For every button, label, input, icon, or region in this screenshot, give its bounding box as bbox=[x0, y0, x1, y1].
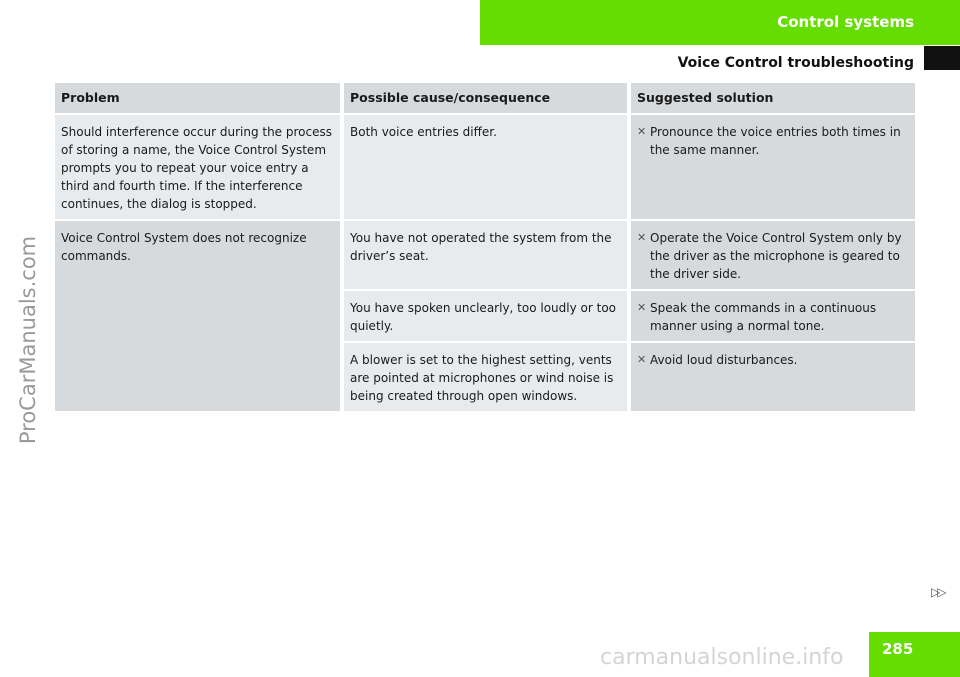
page-number: 285 bbox=[882, 640, 914, 658]
header-cause: Possible cause/consequence bbox=[342, 83, 629, 114]
solution-text: Speak the commands in a continuous manner using a normal tone. bbox=[650, 301, 877, 333]
solution-cell bbox=[629, 342, 915, 412]
thumb-tab-marker bbox=[924, 46, 960, 70]
solution-text: Pronounce the voice entries both times in the same manner. bbox=[650, 125, 901, 157]
page-number-box bbox=[869, 632, 960, 677]
solution-text: Operate the Voice Control System only by the driver as the microphone is geared to the driver side. bbox=[650, 231, 902, 281]
problem-cell: Should interference occur during the process of storing a name, the Voice Control System prompts you to repeat your voice entry a third and fourth time. If the interference continues, the dialog is stopped. bbox=[55, 114, 342, 220]
cause-cell: You have not operated the system from the driver’s seat. bbox=[342, 220, 629, 290]
solution-cell bbox=[629, 290, 915, 342]
arrow-x-icon: ✕ bbox=[637, 231, 647, 244]
solution-text: Avoid loud disturbances. bbox=[650, 353, 798, 367]
cause-cell: Both voice entries differ. bbox=[342, 114, 629, 220]
solution-cell bbox=[629, 220, 915, 290]
troubleshooting-table bbox=[55, 83, 915, 413]
problem-cell: Voice Control System does not recognize commands. bbox=[55, 220, 342, 412]
arrow-x-icon: ✕ bbox=[637, 125, 647, 138]
footer-watermark: carmanualsonline.info bbox=[600, 645, 844, 670]
arrow-x-icon: ✕ bbox=[637, 353, 647, 366]
header-solution: Suggested solution bbox=[629, 83, 915, 114]
table-header-row bbox=[55, 83, 915, 114]
arrow-x-icon: ✕ bbox=[637, 301, 647, 314]
section-title: Control systems bbox=[777, 13, 914, 31]
double-arrow-right-icon: ▷▷ bbox=[931, 585, 944, 599]
solution-cell bbox=[629, 114, 915, 220]
cause-cell: A blower is set to the highest setting, vents are pointed at microphones or wind noise is being created through open windows. bbox=[342, 342, 629, 412]
table-row bbox=[55, 220, 915, 290]
page-subtitle: Voice Control troubleshooting bbox=[677, 55, 914, 71]
side-watermark: ProCarManuals.com bbox=[16, 235, 40, 445]
header-problem: Problem bbox=[55, 83, 342, 114]
table-row bbox=[55, 114, 915, 220]
section-header-bar bbox=[480, 0, 960, 45]
cause-cell: You have spoken unclearly, too loudly or too quietly. bbox=[342, 290, 629, 342]
